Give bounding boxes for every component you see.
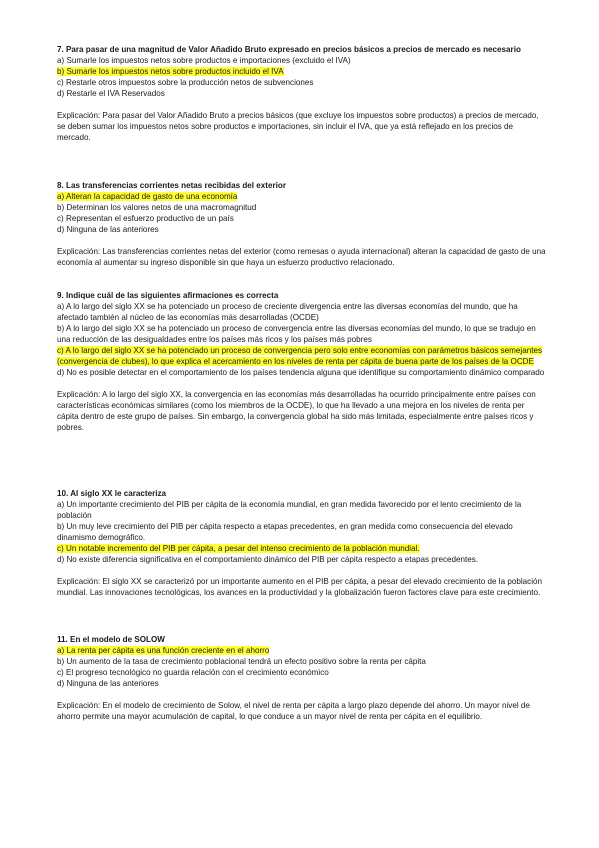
- question-10: [57, 488, 547, 598]
- option-d: d) No es posible detectar en el comportamiento de los países tendencia alguna que identifique su comportamiento dinámico comparado: [57, 368, 545, 377]
- explanation: Explicación: En el modelo de crecimiento de Solow, el nivel de renta per cápita a largo plazo depende del ahorro. Un mayor nivel de ahorro permite una mayor acumulación de capital, lo que conduce a un mayor nivel de renta per cápita en el equilibrio.: [57, 701, 530, 721]
- question-title: 11. En el modelo de SOLOW: [57, 635, 165, 644]
- option-a: a) A lo largo del siglo XX se ha potenciado un proceso de creciente divergencia entre las diversas economías del mundo, que ha afectado también al núcleo de las economías más desarrolladas (OCDE): [57, 302, 518, 322]
- question-title: 9. Indique cuál de las siguientes afirmaciones es correcta: [57, 291, 279, 300]
- option-b: b) Un muy leve crecimiento del PIB per cápita respecto a etapas precedentes, en gran medida como consecuencia del elevado dinamismo demográfico.: [57, 522, 513, 542]
- option-a: a) Un importante crecimiento del PIB per cápita de la economía mundial, en gran medida favorecido por el lento crecimiento de la población: [57, 500, 522, 520]
- option-d: d) No existe diferencia significativa en el comportamiento dinámico del PIB per cápita respecto a etapas precedentes.: [57, 555, 479, 564]
- question-7: [57, 44, 547, 143]
- option-b: b) A lo largo del siglo XX se ha potenciado un proceso de convergencia entre las diversas economías del mundo, lo que se tradujo en una reducción de las desigualdades entre los países más ricos y los países más pobres: [57, 324, 536, 344]
- explanation: Explicación: Para pasar del Valor Añadido Bruto a precios básicos (que excluye los impuestos sobre productos) a precios de mercado, se deben sumar los impuestos netos sobre productos e importaciones, sin incluir el IVA, que ya está reflejado en los precios de mercado.: [57, 111, 539, 142]
- explanation: Explicación: El siglo XX se caracterizó por un importante aumento en el PIB per cápita, a pesar del elevado crecimiento de la población mundial. Las innovaciones tecnológicas, los avances en la productividad y la globalización fueron factores clave para este crecimiento.: [57, 577, 542, 597]
- option-a-highlighted: a) La renta per cápita es una función creciente en el ahorro: [57, 646, 270, 655]
- question-8: [57, 180, 547, 268]
- explanation: Explicación: Las transferencias corrientes netas del exterior (como remesas o ayuda internacional) alteran la capacidad de gasto de una economía al aumentar su ingreso disponible sin que haya un esfuerzo productivo relacionado.: [57, 247, 546, 267]
- question-title: 7. Para pasar de una magnitud de Valor Añadido Bruto expresado en precios básicos a precios de mercado es necesario: [57, 45, 521, 54]
- option-b: b) Un aumento de la tasa de crecimiento poblacional tendrá un efecto positivo sobre la renta per cápita: [57, 657, 426, 666]
- question-title: 8. Las transferencias corrientes netas recibidas del exterior: [57, 181, 286, 190]
- option-c: c) Restarle otros impuestos sobre la producción netos de subvenciones: [57, 78, 314, 87]
- question-title: 10. Al siglo XX le caracteriza: [57, 489, 167, 498]
- option-c-highlighted: c) Un notable incremento del PIB per cápita, a pesar del intenso crecimiento de la población mundial.: [57, 544, 420, 553]
- option-c: c) El progreso tecnológico no guarda relación con el crecimiento económico: [57, 668, 329, 677]
- option-a-highlighted: a) Alteran la capacidad de gasto de una economía: [57, 192, 238, 201]
- option-d: d) Ninguna de las anteriores: [57, 679, 159, 688]
- question-9: [57, 290, 547, 433]
- option-d: d) Restarle el IVA Reservados: [57, 89, 165, 98]
- option-a: a) Sumarle los impuestos netos sobre productos e importaciones (excluido el IVA): [57, 56, 351, 65]
- explanation: Explicación: A lo largo del siglo XX, la convergencia en las economías más desarrolladas ha ocurrido principalmente entre países con características económicas similares (como los miembros de la OCDE), lo que ha llevado a una mejora en los niveles de renta per cápita dentro de este grupo de países. Sin embargo, la convergencia global ha sido más limitada, especialmente entre países ricos y pobres.: [57, 390, 536, 432]
- option-d: d) Ninguna de las anteriores: [57, 225, 159, 234]
- question-11: [57, 634, 547, 722]
- option-c-highlighted: c) A lo largo del siglo XX se ha potenciado un proceso de convergencia pero solo entre economías con parámetros básicos semejantes (convergencia de clubes), lo que explica el acercamiento en los niveles de renta per cápita de buena parte de los países de la OCDE: [57, 346, 543, 366]
- option-c: c) Representan el esfuerzo productivo de un país: [57, 214, 234, 223]
- option-b: b) Determinan los valores netos de una macromagnitud: [57, 203, 257, 212]
- option-b-highlighted: b) Sumarle los impuestos netos sobre productos incluido el IVA: [57, 67, 284, 76]
